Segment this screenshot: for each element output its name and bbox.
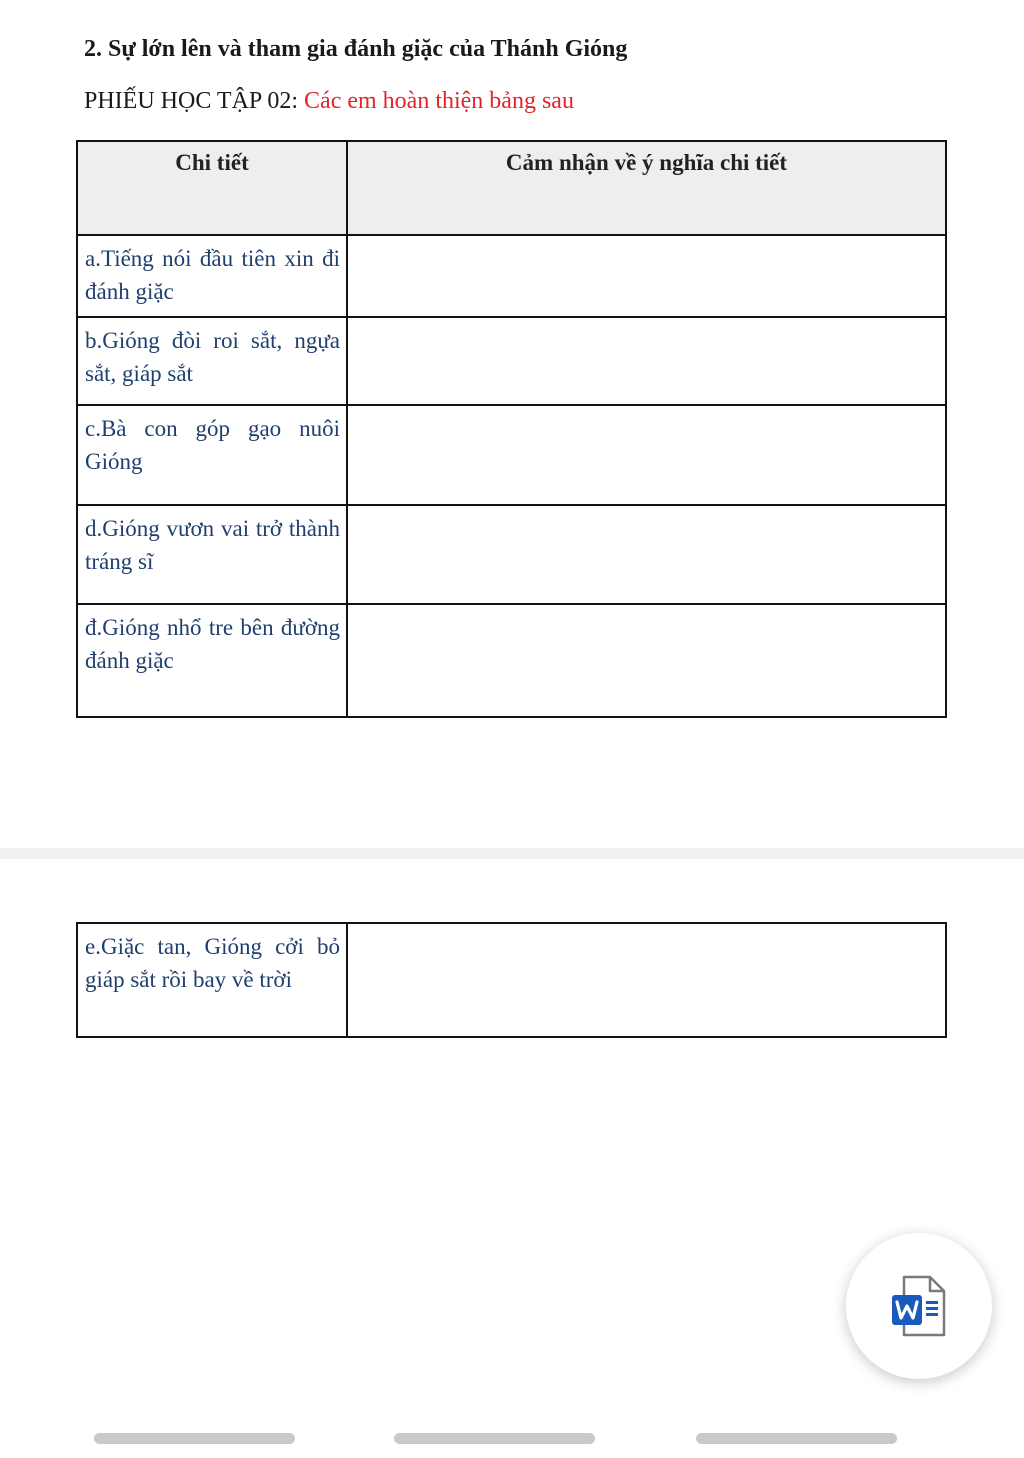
detail-text: e.Giặc tan, Gióng cởi bỏ giáp sắt rồi bay về trời (85, 934, 340, 992)
detail-cell (77, 923, 347, 1037)
detail-text: d.Gióng vươn vai trở thành tráng sĩ (85, 516, 340, 574)
detail-cell (77, 235, 347, 317)
meaning-cell (347, 317, 946, 405)
detail-text: a.Tiếng nói đầu tiên xin đi đánh giặc (85, 246, 340, 304)
word-document-icon (888, 1273, 952, 1339)
detail-text: c.Bà con góp gạo nuôi Gióng (85, 416, 340, 474)
table-row (77, 604, 946, 717)
page-indicator-segment[interactable] (696, 1433, 897, 1444)
column-header-detail: Chi tiết (77, 141, 347, 235)
worksheet-instruction: Các em hoàn thiện bảng sau (304, 88, 574, 114)
detail-cell (77, 405, 347, 505)
table-row (77, 505, 946, 604)
detail-text: b.Gióng đòi roi sắt, ngựa sắt, giáp sắt (85, 328, 340, 386)
section-heading: 2. Sự lớn lên và tham gia đánh giặc của Thánh Gióng (84, 36, 628, 62)
detail-cell (77, 505, 347, 604)
column-header-meaning: Cảm nhận về ý nghĩa chi tiết (347, 141, 946, 235)
worksheet-table (76, 140, 947, 718)
table-header-row (77, 141, 946, 235)
meaning-cell (347, 235, 946, 317)
worksheet-table-continued (76, 922, 947, 1038)
page-break (0, 848, 1024, 859)
table-row (77, 317, 946, 405)
table-row (77, 235, 946, 317)
detail-text: đ.Gióng nhổ tre bên đường đánh giặc (85, 615, 340, 673)
detail-cell (77, 604, 347, 717)
worksheet-title (84, 88, 574, 115)
table-row (77, 923, 946, 1037)
worksheet-label: PHIẾU HỌC TẬP 02: (84, 88, 305, 114)
meaning-cell (347, 405, 946, 505)
detail-cell (77, 317, 347, 405)
page-indicator-segment[interactable] (394, 1433, 595, 1444)
page-indicator-segment[interactable] (94, 1433, 295, 1444)
meaning-cell (347, 604, 946, 717)
table-row (77, 405, 946, 505)
meaning-cell (347, 923, 946, 1037)
meaning-cell (347, 505, 946, 604)
open-in-word-button[interactable] (846, 1233, 992, 1379)
page-indicator (0, 1433, 1024, 1445)
